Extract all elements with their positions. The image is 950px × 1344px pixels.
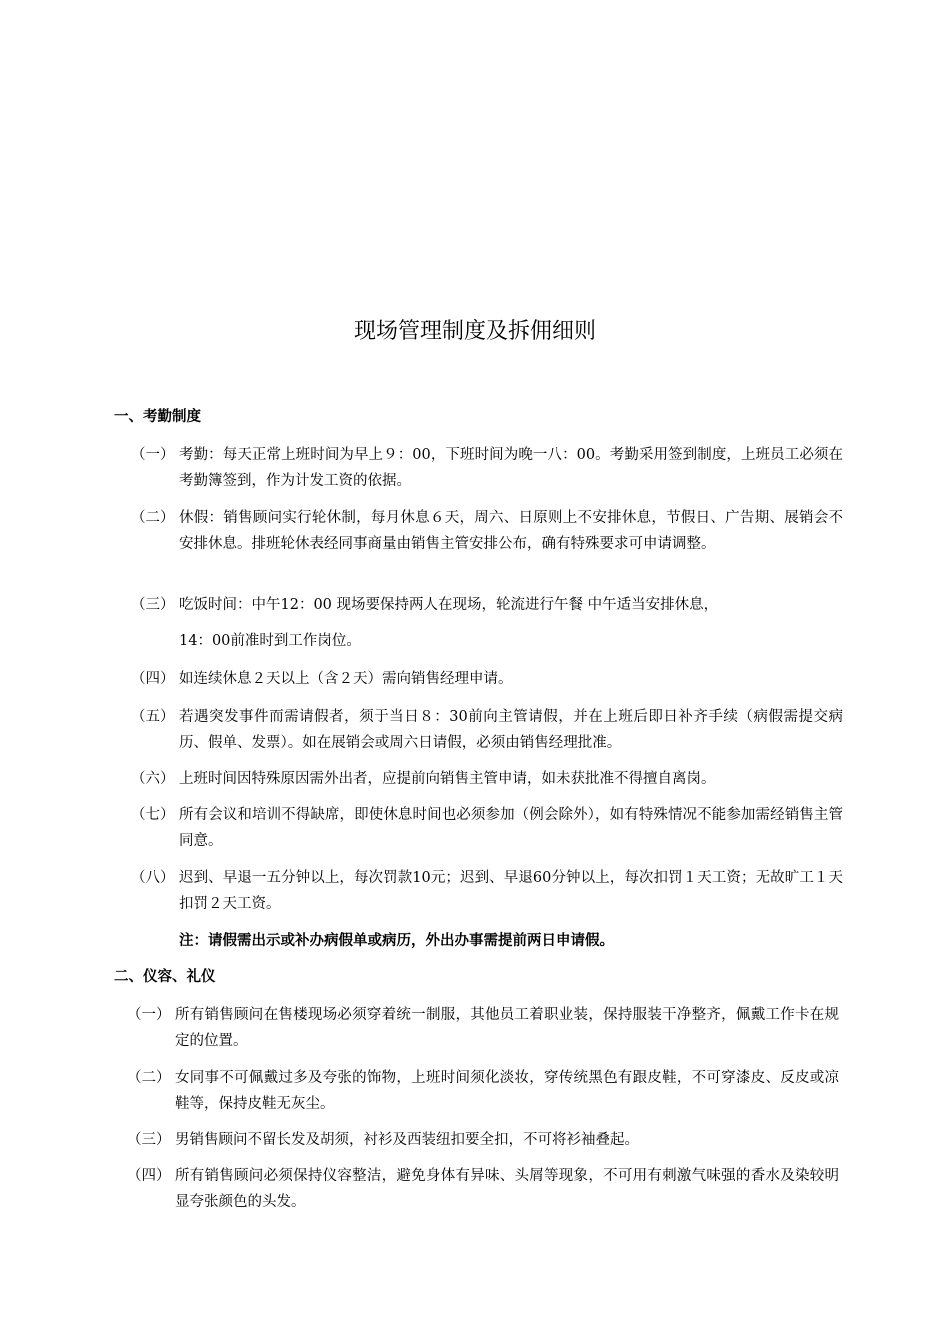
item-text: 上班时间因特殊原因需外出者，应提前向销售主管申请，如未获批准不得擅自离岗。 [179,771,716,787]
list-item [127,1163,839,1215]
item-text: 若遇突发事件而需请假者，须于当日８：30前向主管请假，并在上班后即日补齐手续（病假需提交病历、假单、发票）。如在展销会或周六日请假，必须由销售经理批准。 [179,709,843,751]
list-item [131,802,843,854]
list-item [131,865,843,917]
list-item [127,1127,839,1153]
item-text: 考勤：每天正常上班时间为早上９：00，下班时间为晚一八：00。考勤采用签到制度，上班员工必须在考勤簿签到，作为计发工资的依据。 [179,447,843,489]
item-text: 女同事不可佩戴过多及夸张的饰物，上班时间须化淡妆，穿传统黑色有跟皮鞋，不可穿漆皮、反皮或凉鞋等，保持皮鞋无灰尘。 [175,1070,839,1112]
item-text-continuation [179,628,843,654]
item-number: （三） [127,1132,171,1148]
item-text: 迟到、早退一五分钟以上，每次罚款10元；迟到、早退60分钟以上，每次扣罚１天工资；无故旷工１天扣罚２天工资。 [179,870,843,912]
item-text: 所有会议和培训不得缺席，即使休息时间也必须参加（例会除外），如有特殊情况不能参加需经销售主管同意。 [179,807,843,849]
item-text: 14：00前准时到工作岗位。 [179,633,361,649]
item-number: （四） [127,1168,171,1184]
attendance-note: 注：请假需出示或补办病假单或病历，外出办事需提前两日申请假。 [179,933,614,949]
list-item [131,505,843,583]
list-item [131,442,843,494]
document-title: 现场管理制度及拆佣细则 [353,319,596,344]
item-text: 男销售顾问不留长发及胡须，衬衫及西装纽扣要全扣，不可将衫袖叠起。 [175,1132,639,1148]
item-number: （三） [131,597,175,613]
section-heading-etiquette: 二、仪容、礼仪 [114,969,216,985]
list-item [131,666,843,692]
item-number: （六） [131,771,175,787]
item-text: 所有销售顾问必须保持仪容整洁，避免身体有异味、头屑等现象，不可用有刺激气味强的香水及染较明显夸张颜色的头发。 [175,1168,839,1210]
item-text: 休假：销售顾问实行轮休制，每月休息６天，周六、日原则上不安排休息，节假日、广告期、展销会不安排休息。排班轮休表经同事商量由销售主管安排公布，确有特殊要求可申请调整。 [179,510,843,552]
item-number: （四） [131,671,175,687]
list-item [131,766,843,792]
item-text: 吃饭时间：中午12：00 现场要保持两人在现场，轮流进行午餐 中午适当安排休息， [179,597,719,613]
item-text: 如连续休息２天以上（含２天）需向销售经理申请。 [179,671,513,687]
list-item [127,1065,839,1117]
item-number: （二） [127,1070,171,1086]
list-item [131,592,843,618]
list-item [131,704,843,756]
item-text: 所有销售顾问在售楼现场必须穿着统一制服，其他员工着职业装，保持服装干净整齐，佩戴工作卡在规定的位置。 [175,1007,839,1049]
item-number: （七） [131,807,175,823]
item-number: （八） [131,870,175,886]
item-number: （五） [131,709,175,725]
list-item [127,1002,839,1054]
item-number: （二） [131,510,175,526]
item-number: （一） [127,1007,171,1023]
section-heading-attendance: 一、考勤制度 [114,409,201,425]
item-number: （一） [131,447,175,463]
